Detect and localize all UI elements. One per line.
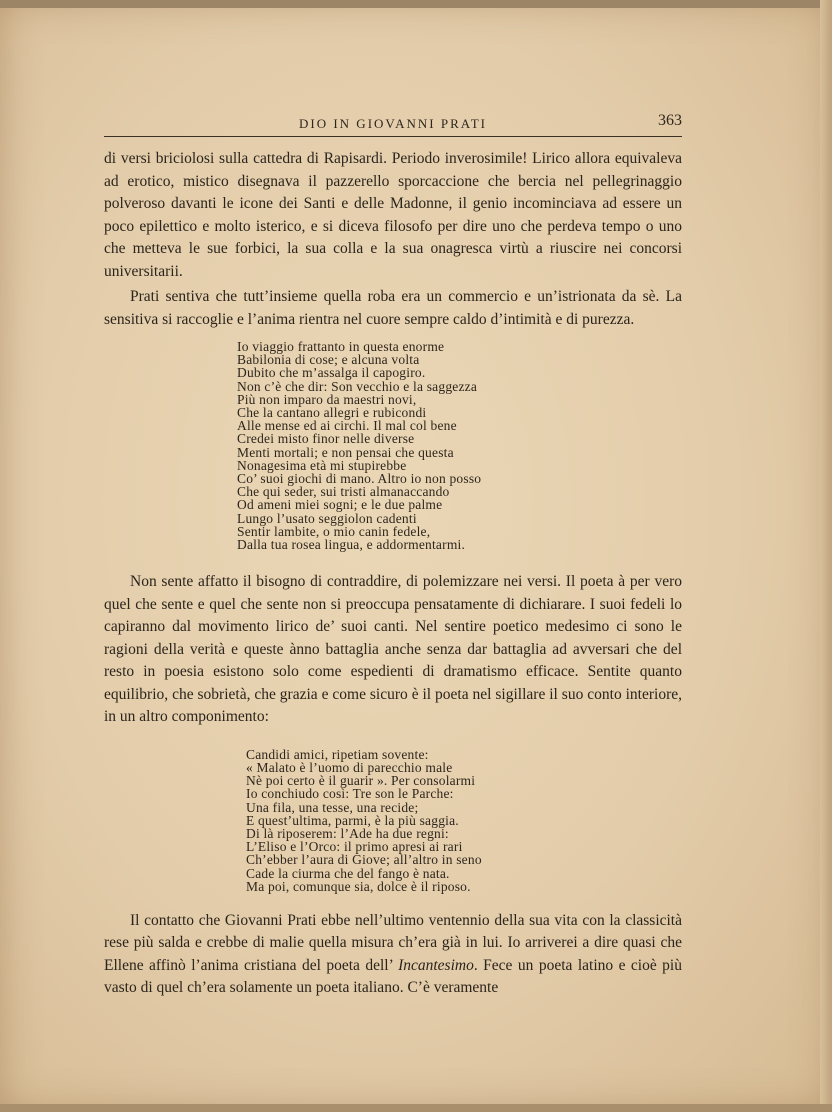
poem-1-line: Io viaggio frattanto in questa enorme (237, 339, 445, 354)
poem-1-line: Nonagesima età mi stupirebbe (237, 457, 407, 473)
poem-1-line: Lungo l’usato seggiolon cadenti (237, 510, 417, 526)
page-right-edge (820, 0, 832, 1112)
page-top-edge (0, 0, 832, 8)
poem-2-line: « Malato è l’uomo di parecchio male (246, 759, 453, 775)
poem-1-line: Che la cantano allegri e rubicondi (237, 405, 427, 421)
poem-2-line: Candidi amici, ripetiam sovente: (246, 746, 429, 762)
poem-2-line: E quest’ultima, parmi, è la più saggia. (246, 812, 459, 828)
poem-1-line: Sentir lambite, o mio canin fedele, (237, 523, 431, 539)
poem-2-line: Di là riposerem: l’Ade ha due regni: (246, 825, 449, 841)
poem-2-line: Ma poi, comunque sia, dolce è il riposo. (246, 878, 471, 894)
paragraph-4 (104, 910, 682, 1000)
page-number: 363 (658, 112, 682, 129)
poem-2-line: Nè poi certo è il guarir ». Per consolarmi (246, 773, 476, 789)
work-title-italic: Incantesimo (398, 956, 474, 974)
running-head (104, 112, 682, 137)
poem-1-line: Od ameni miei sogni; e le due palme (237, 497, 443, 513)
poem-1-line: Dalla tua rosea lingua, e addormentarmi. (237, 537, 466, 553)
poem-2-line: L’Eliso e l’Orco: il primo apresi ai rari (246, 839, 463, 855)
poem-2-line: Io conchiudo così: Tre son le Parche: (246, 786, 454, 802)
poem-1-line: Menti mortali; e non pensai che questa (237, 444, 454, 460)
poem-1-line: Alle mense ed ai circhi. Il mal col bene (237, 418, 457, 434)
poem-1-line: Co’ suoi giochi di mano. Altro io non posso (237, 471, 482, 487)
poem-2-line: Ch’ebber l’aura di Giove; all’altro in seno (246, 852, 482, 868)
poem-1-line: Che qui seder, sui tristi almanaccando (237, 484, 450, 500)
page-bottom-edge (0, 1104, 832, 1112)
poem-1 (237, 340, 682, 551)
poem-2-line: Cade la ciurma che del fango è nata. (246, 865, 450, 881)
paragraph-3: Non sente affatto il bisogno di contraddire, di polemizzare nei versi. Il poeta à per vero quel che sente e quel che sente non si preoccupa pensatamente di dichiarare. I suoi fedeli lo capiranno dal movimento lirico de’ suoi canti. Nel sentire poetico medesimo ci sono le ragioni della verità e queste ànno battaglia anche senza dar battaglia ad avversari che del resto in poesia esistono solo come espedienti di dramatismo efficace. Sentite quanto equilibrio, che sobrietà, che grazia e come sicuro è il poeta nel sigillare il suo conto interiore, in un altro componimento: (104, 573, 682, 726)
paragraph-2: Prati sentiva che tutt’insieme quella roba era un commercio e un’istrionata da sè. La sensitiva si raccoglie e l’anima rientra nel cuore sempre caldo d’intimità e di purezza. (104, 288, 682, 328)
poem-1-line: Credei misto finor nelle diverse (237, 431, 415, 447)
poem-2 (246, 748, 682, 893)
running-title: DIO IN GIOVANNI PRATI (298, 116, 487, 131)
poem-2-line: Una fila, una tesse, una recide; (246, 799, 419, 815)
poem-1-line: Più non imparo da maestri novi, (237, 391, 417, 407)
poem-1-line: Dubito che m’assalga il capogiro. (237, 365, 426, 381)
paragraph-4-text-end: . Fece un poeta latino e cioè più vasto di quel ch’era solamente un poeta italiano. C’è veramente (104, 956, 682, 997)
text-block (104, 148, 682, 1000)
poem-1-line: Babilonia di cose; e alcuna volta (237, 352, 420, 368)
poem-1-line: Non c’è che dir: Son vecchio e la saggezza (237, 378, 478, 394)
paragraph-1: di versi briciolosi sulla cattedra di Rapisardi. Periodo inverosimile! Lirico allora equivaleva ad erotico, mistico disegnava il pazzerello sporcaccione che bercia nel pellegrinaggio polveroso davanti le icone dei Santi e delle Madonne, il genio incominciava ad essere un poco epilettico e molto isterico, e si diceva filosofo per dire uno che perdeva tempo o uno che metteva le sue forbici, la sua colla e la sua onagresca virtù a riuscire nei concorsi universitarii. (104, 150, 682, 280)
paragraph-4-text: Il contatto che Giovanni Prati ebbe nell’ultimo ventennio della sua vita con la classicità rese più salda e crebbe di malie quella misura ch’era già in lui. Io arriverei a dire quasi che Ellene affinò l’anima cristiana del poeta dell’ (104, 911, 682, 974)
